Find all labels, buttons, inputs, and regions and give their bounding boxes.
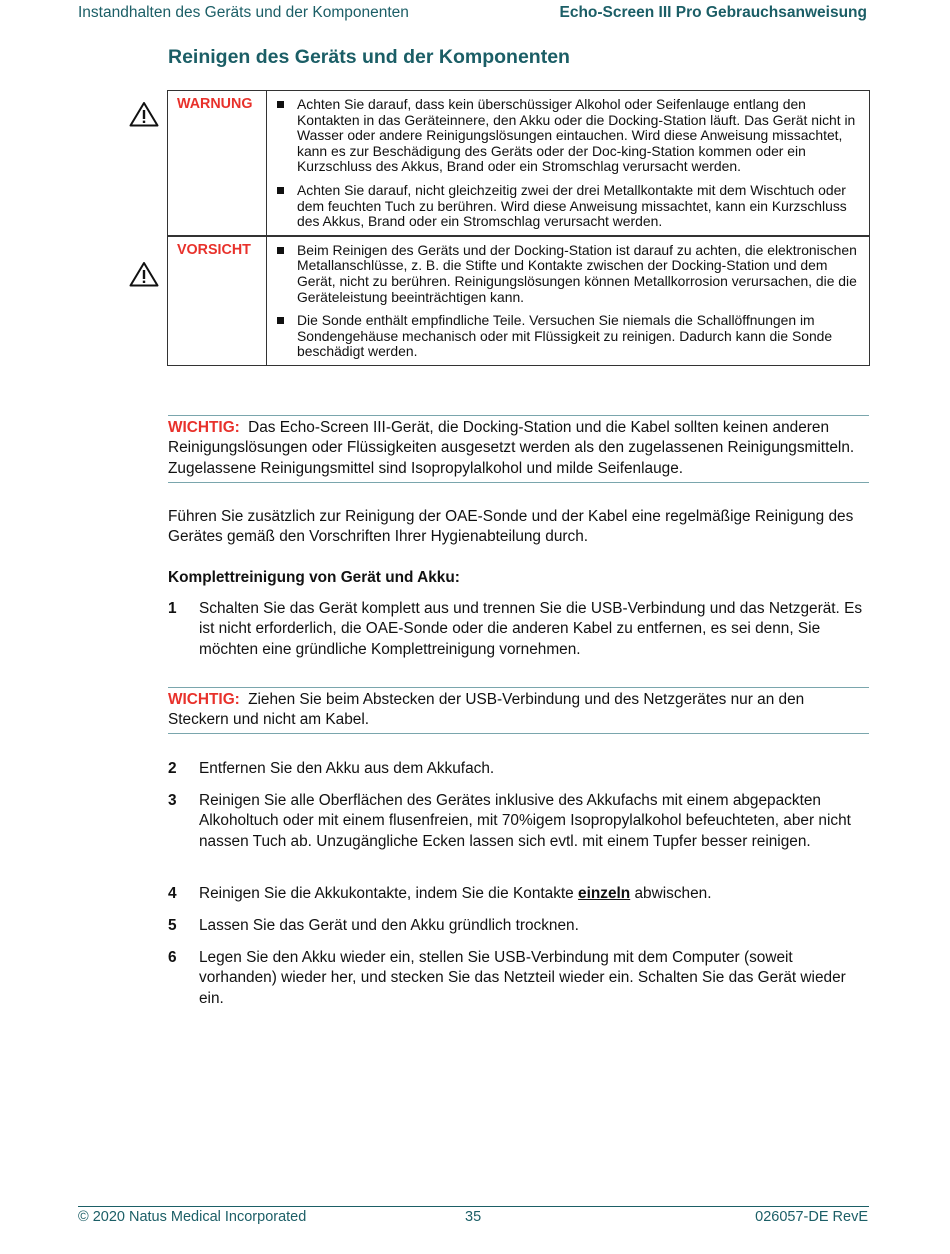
step-text: Legen Sie den Akku wieder ein, stellen Sie USB-Verbindung mit dem Computer (soweit vorhanden) wieder her, und stecken Sie das Netzteil wieder ein. Schalten Sie das Gerät wieder ein. <box>199 949 846 1007</box>
bullet-square-icon <box>277 317 284 324</box>
step-number: 2 <box>168 760 177 777</box>
important-note <box>168 687 869 734</box>
warning-item-text: Achten Sie darauf, dass kein überschüssiger Alkohol oder Seifenlauge entlang den Kontakten in das Geräteinnere, den Akku oder die Docking-Station läuft. Das Gerät nicht in Wasser oder andere Reinigungslösungen eintauchen. Wird diese Anweisung missachtet, kann es zur Beschädigung des Geräts oder der Doc-king-Station kommen oder ein Kurzschluss des Akkus, Brand oder ein Stromschlag verursacht werden. <box>297 96 856 175</box>
caution-item-text: Die Sonde enthält empfindliche Teile. Versuchen Sie niemals die Schallöffnungen im Sondengehäuse mechanisch oder mit Flüssigkeit zu reinigen. Dadurch kann die Sonde beschädigt werden. <box>297 312 833 360</box>
caution-text <box>267 236 870 366</box>
running-header-section: Instandhalten des Geräts und der Komponenten <box>78 4 409 21</box>
important-note-text: Das Echo-Screen III-Gerät, die Docking-Station und die Kabel sollten keinen anderen Reinigungslösungen oder Flüssigkeiten ausgesetzt werden als den zugelassenen Reinigungsmitteln. Zugelassene Reinigungsmittel sind Isopropylalkohol und milde Seifenlauge. <box>168 419 855 477</box>
caution-label: VORSICHT <box>168 236 267 366</box>
document-id: 026057-DE RevE <box>755 1209 868 1225</box>
intro-paragraph: Führen Sie zusätzlich zur Reinigung der OAE-Sonde und der Kabel eine regelmäßige Reinigung des Gerätes gemäß den Vorschriften Ihrer Hygienabteilung durch. <box>168 508 854 546</box>
important-label: WICHTIG: <box>168 691 240 708</box>
list-item <box>277 97 857 175</box>
step-number: 4 <box>168 885 177 902</box>
list-item <box>277 313 857 360</box>
step-text: Reinigen Sie alle Oberflächen des Gerätes inklusive des Akkufachs mit einem abgepackten Alkoholtuch oder mit einem flusenfreien, mit 70%igem Isopropylalkohol befeuchteten, aber nicht nassen Tuch ab. Unzugängliche Ecken lassen sich evtl. mit einem Tupfer besser reinigen. <box>199 792 851 850</box>
list-item <box>168 884 868 904</box>
caution-row <box>168 236 870 366</box>
caution-triangle-icon <box>129 261 159 287</box>
safety-messages-table <box>167 90 870 366</box>
step-text-part: abwischen. <box>630 885 712 902</box>
important-note-text: Ziehen Sie beim Abstecken der USB-Verbindung und des Netzgerätes nur an den Steckern und nicht am Kabel. <box>168 691 805 729</box>
important-label: WICHTIG: <box>168 419 240 436</box>
step-emphasis: einzeln <box>578 885 631 902</box>
step-number: 1 <box>168 600 177 617</box>
warning-label: WARNUNG <box>168 91 267 236</box>
warning-item-text: Achten Sie darauf, nicht gleichzeitig zwei der drei Metallkontakte mit dem Wischtuch oder dem feuchten Tuch zu berühren. Wird diese Anweisung missachtet, kann ein Kurzschluss des Akkus, Brand oder ein Stromschlag verursacht werden. <box>297 181 847 230</box>
bullet-square-icon <box>277 187 284 194</box>
step-text-part: Reinigen Sie die Akkukontakte, indem Sie die Kontakte <box>199 885 579 902</box>
step-text: Schalten Sie das Gerät komplett aus und trennen Sie die USB-Verbindung und das Netzgerät. Es ist nicht erforderlich, die OAE-Sonde oder die anderen Kabel zu entfernen, es sei denn, Sie möchten eine gründliche Komplettreinigung vornehmen. <box>199 600 863 658</box>
bullet-square-icon <box>277 101 284 108</box>
step-number: 5 <box>168 917 177 934</box>
warning-text <box>267 91 870 236</box>
step-text: Entfernen Sie den Akku aus dem Akkufach. <box>199 760 495 777</box>
list-item <box>277 243 857 305</box>
page-number: 35 <box>465 1209 482 1225</box>
list-item <box>168 948 868 1009</box>
list-item <box>168 791 868 852</box>
list-item <box>168 759 868 779</box>
list-item <box>168 916 868 936</box>
list-item <box>277 183 857 230</box>
procedure-subheading: Komplettreinigung von Gerät und Akku: <box>168 569 460 586</box>
important-note <box>168 415 869 483</box>
running-header-manual: Echo-Screen III Pro Gebrauchsanweisung <box>559 4 867 21</box>
step-number: 6 <box>168 949 177 966</box>
list-item <box>168 599 868 660</box>
bullet-square-icon <box>277 247 284 254</box>
step-text <box>199 884 868 904</box>
footer-copyright: © 2020 Natus Medical Incorporated <box>78 1209 307 1225</box>
step-text: Lassen Sie das Gerät und den Akku gründlich trocknen. <box>199 917 579 934</box>
warning-triangle-icon <box>129 101 159 127</box>
page-title: Reinigen des Geräts und der Komponenten <box>168 46 570 68</box>
step-number: 3 <box>168 792 177 809</box>
footer-divider <box>78 1206 869 1207</box>
warning-row <box>168 91 870 236</box>
caution-item-text: Beim Reinigen des Geräts und der Docking-Station ist darauf zu achten, die elektronischen Metallanschlüsse, z. B. die Stifte und Kontakte zwischen der Docking-Station und dem Gerät, nicht zu berühren. Reinigungslösungen können Metallkorrosion verursachen, die die Geräteleistung beeinträchtigen kann. <box>297 241 857 305</box>
